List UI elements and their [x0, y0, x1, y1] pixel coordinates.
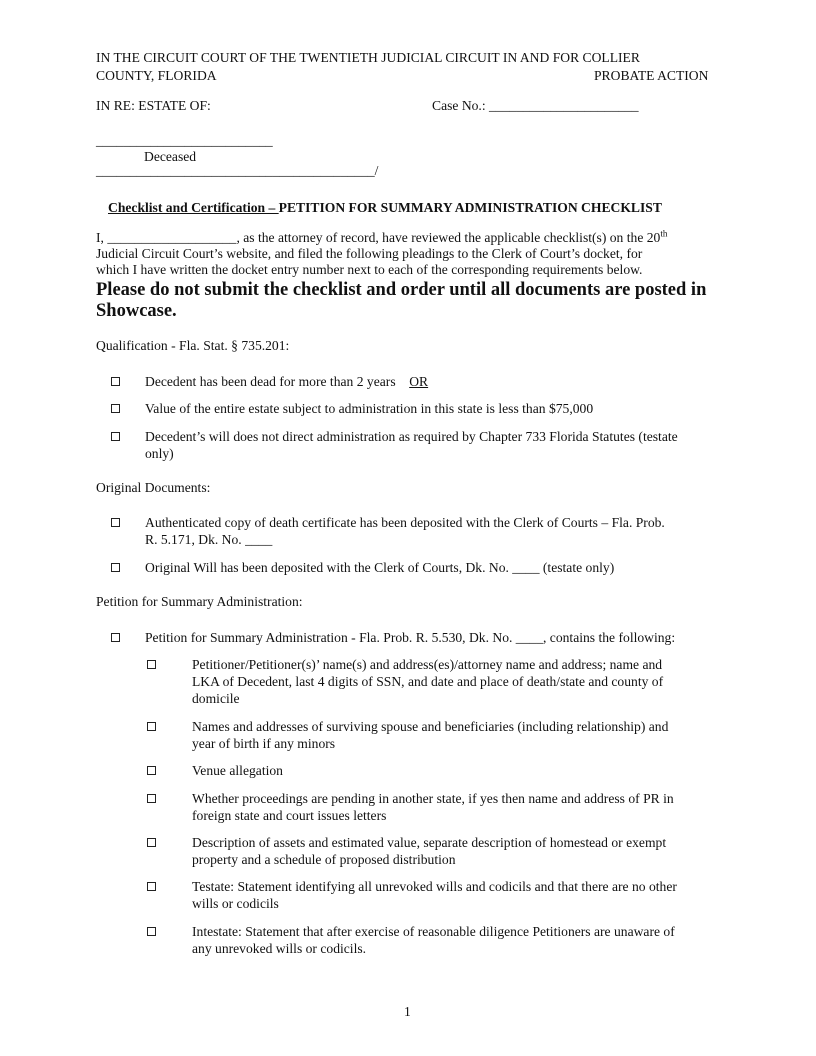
qual-or: OR — [409, 374, 429, 389]
title-part-1: Checklist and Certification – — [108, 200, 279, 215]
intro-line-1-text: I, ___________________, as the attorney of record, have reviewed the applicable checklist(s) on the 20 — [96, 230, 661, 245]
petition-sub-2-line-1: Names and addresses of surviving spouse and beneficiaries (including relationship) and — [192, 719, 669, 734]
decedent-name-field[interactable]: __________________________ — [96, 133, 273, 148]
petition-sub-2-line-2: year of birth if any minors — [192, 736, 336, 751]
petition-sub-1-line-2: LKA of Decedent, last 4 digits of SSN, and date and place of death/state and county of — [192, 674, 664, 689]
warning-line-1: Please do not submit the checklist and order until all documents are posted in — [96, 280, 707, 300]
intro-superscript: th — [660, 228, 668, 239]
petition-sub-6-checkbox[interactable] — [147, 882, 156, 891]
qualification-heading: Qualification - Fla. Stat. § 735.201: — [96, 338, 290, 353]
qual-item-2-text: Value of the entire estate subject to administration in this state is less than $75,000 — [145, 401, 594, 416]
orig-item-1-line-1: Authenticated copy of death certificate has been deposited with the Clerk of Courts – Fla. Prob. — [145, 515, 665, 530]
petition-main-checkbox[interactable] — [111, 633, 120, 642]
title-part-2: PETITION FOR SUMMARY ADMINISTRATION CHECKLIST — [278, 200, 662, 215]
orig-item-1-line-2: R. 5.171, Dk. No. ____ — [145, 532, 273, 547]
petition-sub-2-checkbox[interactable] — [147, 722, 156, 731]
petition-heading: Petition for Summary Administration: — [96, 594, 303, 609]
qual-item-3-line-1: Decedent’s will does not direct administration as required by Chapter 733 Florida Statutes (testate — [145, 429, 678, 444]
petition-sub-1-checkbox[interactable] — [147, 660, 156, 669]
intro-line-2: Judicial Circuit Court’s website, and filed the following pleadings to the Clerk of Court’s docket, for — [96, 246, 643, 261]
petition-sub-6-line-1: Testate: Statement identifying all unrevoked wills and codicils and that there are no other — [192, 879, 677, 894]
qual-item-1-text: Decedent has been dead for more than 2 years — [145, 374, 396, 389]
orig-item-2-text: Original Will has been deposited with the Clerk of Courts, Dk. No. ____ (testate only) — [145, 560, 615, 575]
petition-sub-6-line-2: wills or codicils — [192, 896, 279, 911]
intro-line-3: which I have written the docket entry number next to each of the corresponding requirements below. — [96, 262, 643, 277]
case-number-field[interactable]: Case No.: ______________________ — [432, 98, 639, 113]
petition-sub-7-line-2: any unrevoked wills or codicils. — [192, 941, 367, 956]
petition-sub-7-checkbox[interactable] — [147, 927, 156, 936]
qual-item-1-checkbox[interactable] — [111, 377, 120, 386]
intro-line-1 — [96, 229, 667, 246]
petition-sub-5-line-1: Description of assets and estimated value, separate description of homestead or exempt — [192, 835, 667, 850]
petition-sub-4-line-2: foreign state and court issues letters — [192, 808, 387, 823]
court-caption-line1: IN THE CIRCUIT COURT OF THE TWENTIETH JUDICIAL CIRCUIT IN AND FOR COLLIER — [96, 50, 640, 65]
deceased-label: Deceased — [144, 149, 197, 164]
petition-sub-4-line-1: Whether proceedings are pending in another state, if yes then name and address of PR in — [192, 791, 674, 806]
caption-closing-line: _________________________________________/ — [96, 163, 379, 178]
qual-item-3-line-2: only) — [145, 446, 174, 461]
petition-sub-5-line-2: property and a schedule of proposed distribution — [192, 852, 456, 867]
court-caption-line2: COUNTY, FLORIDA — [96, 68, 217, 83]
petition-sub-3-text: Venue allegation — [192, 763, 283, 778]
petition-sub-1-line-1: Petitioner/Petitioner(s)’ name(s) and address(es)/attorney name and address; name and — [192, 657, 663, 672]
original-documents-heading: Original Documents: — [96, 480, 211, 495]
action-type: PROBATE ACTION — [594, 68, 709, 83]
warning-line-2: Showcase. — [96, 301, 177, 321]
qual-item-2-checkbox[interactable] — [111, 404, 120, 413]
petition-sub-1-line-3: domicile — [192, 691, 240, 706]
petition-sub-5-checkbox[interactable] — [147, 838, 156, 847]
petition-sub-7-line-1: Intestate: Statement that after exercise of reasonable diligence Petitioners are unaware of — [192, 924, 675, 939]
orig-item-1-checkbox[interactable] — [111, 518, 120, 527]
in-re-label: IN RE: ESTATE OF: — [96, 98, 211, 113]
petition-sub-4-checkbox[interactable] — [147, 794, 156, 803]
petition-sub-3-checkbox[interactable] — [147, 766, 156, 775]
qual-item-3-checkbox[interactable] — [111, 432, 120, 441]
page-number: 1 — [404, 1004, 411, 1019]
orig-item-2-checkbox[interactable] — [111, 563, 120, 572]
qual-item-1 — [145, 373, 428, 390]
petition-main-text: Petition for Summary Administration - Fla. Prob. R. 5.530, Dk. No. ____, contains the following: — [145, 630, 676, 645]
checklist-title — [108, 199, 662, 216]
